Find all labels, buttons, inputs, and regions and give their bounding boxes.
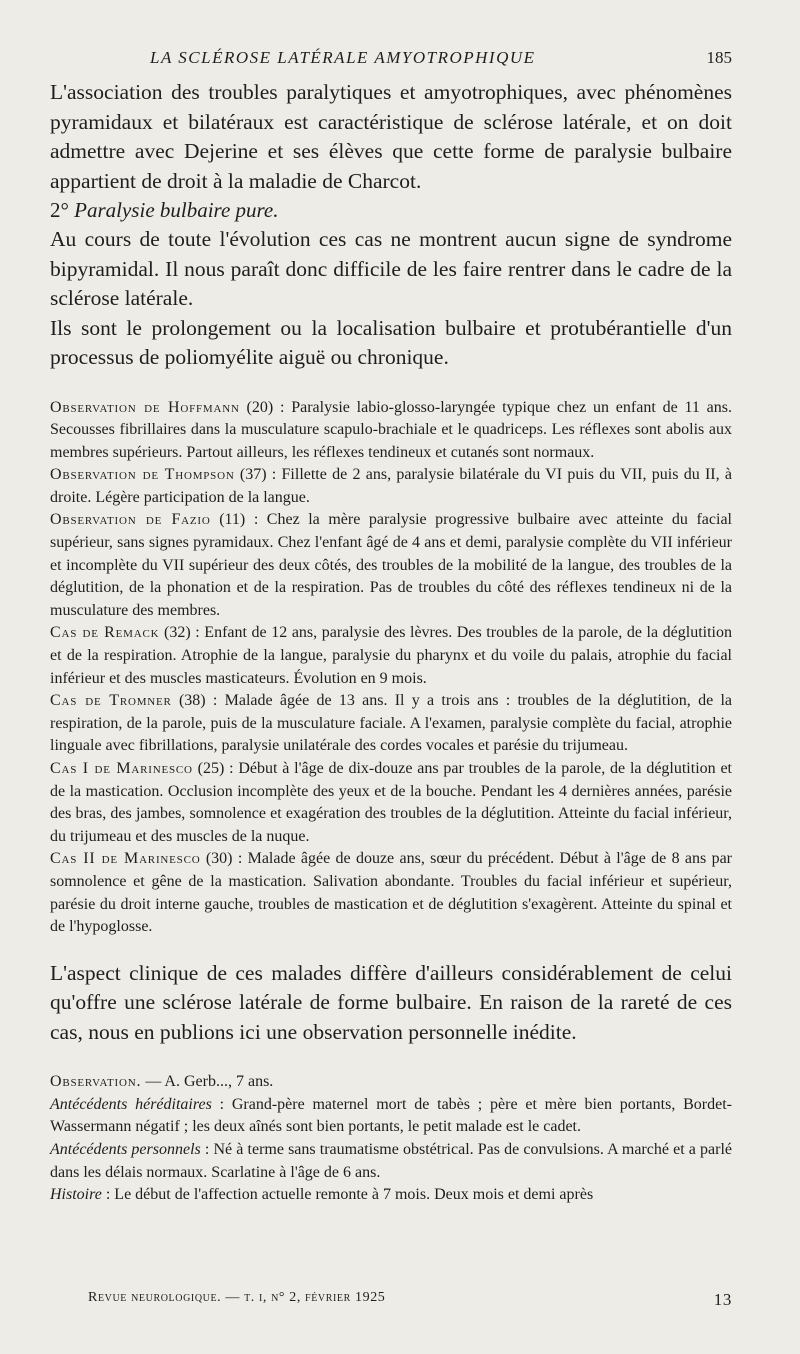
section-number: 2° [50,198,69,222]
observation-lead: Cas I de Marinesco [50,760,193,777]
intro-paragraph: L'association des troubles paralytiques et amyotrophiques, avec phénomènes pyramidaux et bilatéraux est caractéristique de sclérose latérale, et on doit admettre avec Dejerine et ses élèves que cette forme de paralysie bulbaire appartient de droit à la maladie de Charcot. [50,80,732,193]
observation-lead: Observation de Thompson [50,466,235,484]
observation-ref: (11) [210,511,246,529]
item-text: : Né à terme sans traumatisme obstétrical. Pas de convulsions. A marché et a parlé dans les délais normaux. Scarlatine à l'âge de 6 ans. [50,1141,733,1181]
personal-observation-item [50,1094,732,1139]
page-number: 185 [706,48,732,67]
observation-item [50,509,732,622]
personal-observation-item [50,1184,732,1207]
observation-item [50,848,732,938]
running-title: LA SCLÉROSE LATÉRALE AMYOTROPHIQUE [150,48,536,67]
observation-text: : Malade âgée de 13 ans. Il y a trois ans : troubles de la déglutition, de la respiration, de la parole, puis de la musculature faciale. A l'examen, paralysie complète du facial, atrophie linguale avec fibrillations, paralysie unilatérale des cordes vocales et parésie du trijumeau. [50,692,733,755]
observation-ref: (30) [200,850,233,868]
signature-mark: 13 [713,1290,732,1309]
observation-item [50,464,732,509]
observation-lead: Cas de Remack [50,624,160,642]
item-label: Antécédents personnels [50,1141,201,1159]
personal-observation-heading [50,1071,732,1094]
observation-text: : Malade âgée de douze ans, sœur du précédent. Début à l'âge de 8 ans par somnolence et gêne de la mastication. Salivation abondante. Troubles du facial inférieur et supérieur, parésie du droit interne gauche, troubles de mastication et de déglutition s'exagèrent. Atteinte du spinal et de l'hypoglosse. [50,850,733,936]
item-label: Histoire [50,1186,102,1204]
observation-lead: Observation de Fazio [50,511,211,529]
paragraph: Au cours de toute l'évolution ces cas ne montrent aucun signe de syndrome bipyramidal. Il nous paraît donc difficile de les faire rentrer dans le cadre de la sclérose latérale. [50,227,732,310]
journal-reference: Revue neurologique. — t. i, n° 2, février 1925 [88,1290,386,1305]
personal-observation-patient: — A. Gerb..., 7 ans. [141,1073,274,1091]
observation-item [50,622,732,690]
observation-text: : Paralysie labio-glosso-laryngée typique chez un enfant de 11 ans. Secousses fibrillaires dans la musculature scapulo-brachiale et le quadriceps. Les réflexes sont abolis aux membres supérieurs. Partout ailleurs, les réflexes tendineux et cutanés sont normaux. [50,398,733,461]
observation-text: : Fillette de 2 ans, paralysie bilatérale du VI puis du VII, puis du II, à droite. Légère participation de la langue. [50,466,732,506]
personal-observation-item [50,1139,732,1184]
personal-observation [50,1071,732,1207]
observation-lead: Cas de Tromner [50,692,172,710]
observation-item [50,690,732,758]
observations-list [50,397,732,939]
observation-ref: (25) [192,760,225,777]
paragraph: Ils sont le prolongement ou la localisation bulbaire et protubérantielle d'un processus de poliomyélite aiguë ou chronique. [50,315,732,369]
personal-observation-lead: Observation. [50,1073,142,1091]
page-footer [88,1290,732,1310]
item-text: : Grand-père maternel mort de tabès ; père et mère bien portants, Bordet-Wassermann négatif ; les deux aînés sont bien portants, le petit malade est le cadet. [50,1095,732,1136]
closing-paragraph: L'aspect clinique de ces malades diffère d'ailleurs considérablement de celui qu'offre une sclérose latérale de forme bulbaire. En raison de la rareté de ces cas, nous en publions ici une observation personnelle inédite. [50,960,732,1044]
observation-text: : Enfant de 12 ans, paralysie des lèvres. Des troubles de la parole, de la déglutition et de la respiration. Atrophie de la langue, paralysie du pharynx et du voile du palais, atrophie du facial inférieur et des muscles masticateurs. Évolution en 9 mois. [50,624,733,687]
observation-ref: (32) [159,624,191,642]
observation-ref: (37) [234,466,267,484]
item-label: Antécédents héréditaires [50,1095,212,1113]
item-text: : Le début de l'affection actuelle remonte à 7 mois. Deux mois et demi après [101,1186,594,1204]
running-header [50,48,732,78]
observation-item [50,397,732,465]
section-title: Paralysie bulbaire pure. [74,198,279,222]
observation-text: : Chez la mère paralysie progressive bulbaire avec atteinte du facial supérieur, sans signes pyramidaux. Chez l'enfant âgé de 4 ans et demi, paralysie complète du VII inférieur et incomplète du VII supérieur des deux côtés, des troubles de la mobilité de la langue, des troubles de la déglutition, de la phonation et de la respiration. Pas de troubles du côté des réflexes tendineux ni de la musculature des membres. [50,511,733,619]
observation-ref: (20) [239,398,274,416]
observation-lead: Cas II de Marinesco [50,850,201,868]
observation-item [50,758,732,848]
observation-ref: (38) [171,692,206,710]
observation-text: : Début à l'âge de dix-douze ans par troubles de la parole, de la déglutition et de la mastication. Occlusion incomplète des yeux et de la bouche. Pendant les 4 dernières années, parésie des bras, des jambes, somnolence et exagération des troubles de la déglutition. Atteinte du facial inférieur, du trijumeau et des muscles de la nuque. [50,760,733,845]
observation-lead: Observation de Hoffmann [50,398,240,416]
section-heading [50,196,732,225]
